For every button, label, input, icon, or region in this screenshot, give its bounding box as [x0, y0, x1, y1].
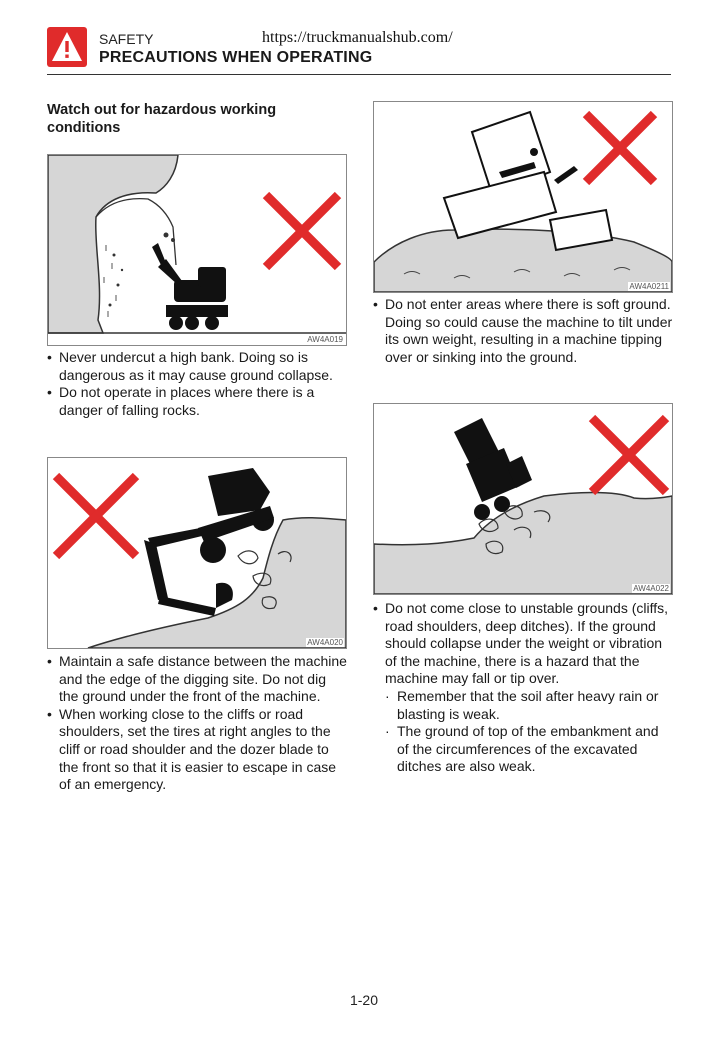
sub-list-item: · Remember that the soil after heavy rain or blasting is weak.: [385, 687, 659, 722]
prohibited-x-icon: [56, 476, 136, 556]
page-title: PRECAUTIONS WHEN OPERATING: [99, 49, 373, 66]
section-label: SAFETY: [99, 31, 154, 47]
bullet-list-1: [47, 349, 347, 419]
prohibited-x-icon: [266, 195, 338, 267]
list-item: • Do not come close to unstable grounds (cliffs, road shoulders, deep ditches). If the ground should collapse under the weight or vibration of the machine, there is a hazard that the machine may fall or tip over.: [373, 600, 669, 687]
list-item: • Do not enter areas where there is soft ground. Doing so could cause the machine to tilt under its own weight, resulting in a machine tipping over or sinking into the ground.: [373, 296, 673, 365]
list-item: • Maintain a safe distance between the machine and the edge of the digging site. Do not dig the ground under the front of the machine.: [47, 653, 347, 705]
bullet-list-2: [47, 653, 347, 794]
figure-code: AW4A022: [633, 584, 669, 593]
figure-code: AW4A019: [307, 335, 343, 344]
header-divider: [47, 74, 671, 75]
section-heading: Watch out for hazardous working conditions: [47, 102, 277, 136]
figure-unstable-ground: [373, 403, 673, 595]
bullet-list-3: [373, 296, 673, 366]
figure-soft-ground: [373, 101, 673, 293]
prohibited-x-icon: [586, 114, 654, 182]
list-item: • Do not operate in places where there is a danger of falling rocks.: [47, 384, 315, 418]
prohibited-x-icon: [592, 418, 666, 492]
list-item: • When working close to the cliffs or road shoulders, set the tires at right angles to the cliff or road shoulder and the dozer blade to the front so that it is easier to escape in case of an emergency.: [47, 705, 337, 793]
figure-undercut-bank: [47, 154, 347, 346]
page-number: 1-20: [349, 992, 379, 1008]
sub-list-item: · The ground of top of the embankment and of the circumferences of the excavated ditches are also weak.: [385, 723, 659, 775]
warning-triangle-icon: [47, 27, 87, 67]
list-item: • Never undercut a high bank. Doing so is dangerous as it may cause ground collapse.: [47, 349, 333, 383]
bullet-list-4: [373, 600, 673, 776]
source-url[interactable]: https://truckmanualshub.com/: [262, 29, 453, 46]
figure-code: AW4A020: [307, 638, 343, 647]
figure-digging-edge: [47, 457, 347, 649]
figure-code: AW4A0211: [629, 282, 669, 291]
